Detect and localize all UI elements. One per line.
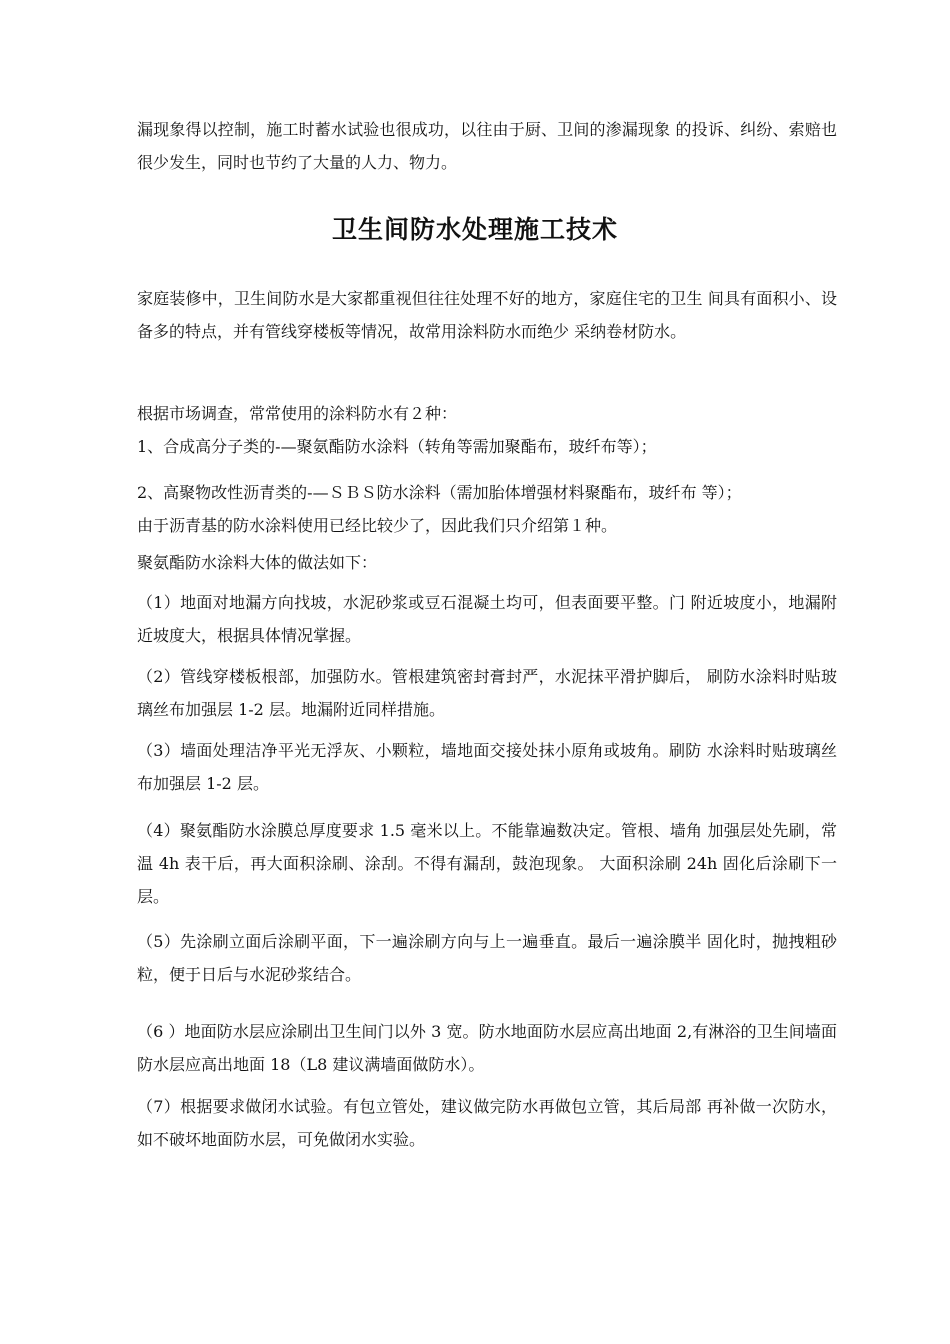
paragraph-step-5: （5）先涂刷立面后涂刷平面，下一遍涂刷方向与上一遍垂直。最后一遍涂膜半 固化时，抛拽粗砂粒，便于日后与水泥砂浆结合。 (137, 932, 837, 984)
document-title: 卫生间防水处理施工技术 (331, 215, 618, 244)
paragraph-step-3: （3）墙面处理洁净平光无浮灰、小颗粒，墙地面交接处抹小原角或坡角。刷防 水涂料时贴玻璃丝布加强层 1-2 层。 (137, 741, 837, 793)
paragraph-type-1: 1、合成高分子类的-—聚氨酯防水涂料（转角等需加聚酯布，玻纤布等）； (137, 437, 657, 456)
paragraph-method-intro: 聚氨酯防水涂料大体的做法如下： (137, 553, 378, 572)
paragraph-asphalt-note: 由于沥青基的防水涂料使用已经比较少了，因此我们只介绍第１种。 (137, 516, 618, 535)
paragraph-step-1: （1）地面对地漏方向找坡，水泥砂浆或豆石混凝土均可，但表面要平整。门 附近坡度小，地漏附近坡度大，根据具体情况掌握。 (137, 593, 837, 645)
paragraph-step-6: （6 ）地面防水层应涂刷出卫生间门以外 3 宽。防水地面防水层应高出地面 2,有淋浴的卫生间墙面防水层应高出地面 18（L8 建议满墙面做防水）。 (137, 1022, 837, 1074)
intro-paragraph: 漏现象得以控制，施工时蓄水试验也很成功，以往由于厨、卫间的渗漏现象 的投诉、纠纷、索赔也很少发生，同时也节约了大量的人力、物力。 (137, 120, 837, 172)
paragraph-step-2: （2）管线穿楼板根部，加强防水。管根建筑密封膏封严，水泥抹平滑护脚后， 刷防水涂料时贴玻璃丝布加强层 1-2 层。地漏附近同样措施。 (137, 667, 837, 719)
paragraph-type-2: 2、高聚物改性沥青类的-—ＳＢＳ防水涂料（需加胎体增强材料聚酯布，玻纤布 等）； (137, 483, 742, 502)
paragraph-step-4: （4）聚氨酯防水涂膜总厚度要求 1.5 毫米以上。不能靠遍数决定。管根、墙角 加强层处先刷，常温 4h 表干后，再大面积涂刷、涂刮。不得有漏刮，鼓泡现象。 大面积涂刷 24h 固化后涂刷下一层。 (137, 821, 837, 906)
paragraph-market-survey: 根据市场调查，常常使用的涂料防水有２种： (137, 404, 458, 423)
paragraph-intro-bathroom: 家庭装修中，卫生间防水是大家都重视但往往处理不好的地方，家庭住宅的卫生 间具有面积小、设备多的特点，并有管线穿楼板等情况，故常用涂料防水而绝少 采纳卷材防水。 (137, 289, 837, 341)
paragraph-step-7: （7）根据要求做闭水试验。有包立管处，建议做完防水再做包立管，其后局部 再补做一次防水，如不破坏地面防水层，可免做闭水实验。 (137, 1097, 837, 1149)
